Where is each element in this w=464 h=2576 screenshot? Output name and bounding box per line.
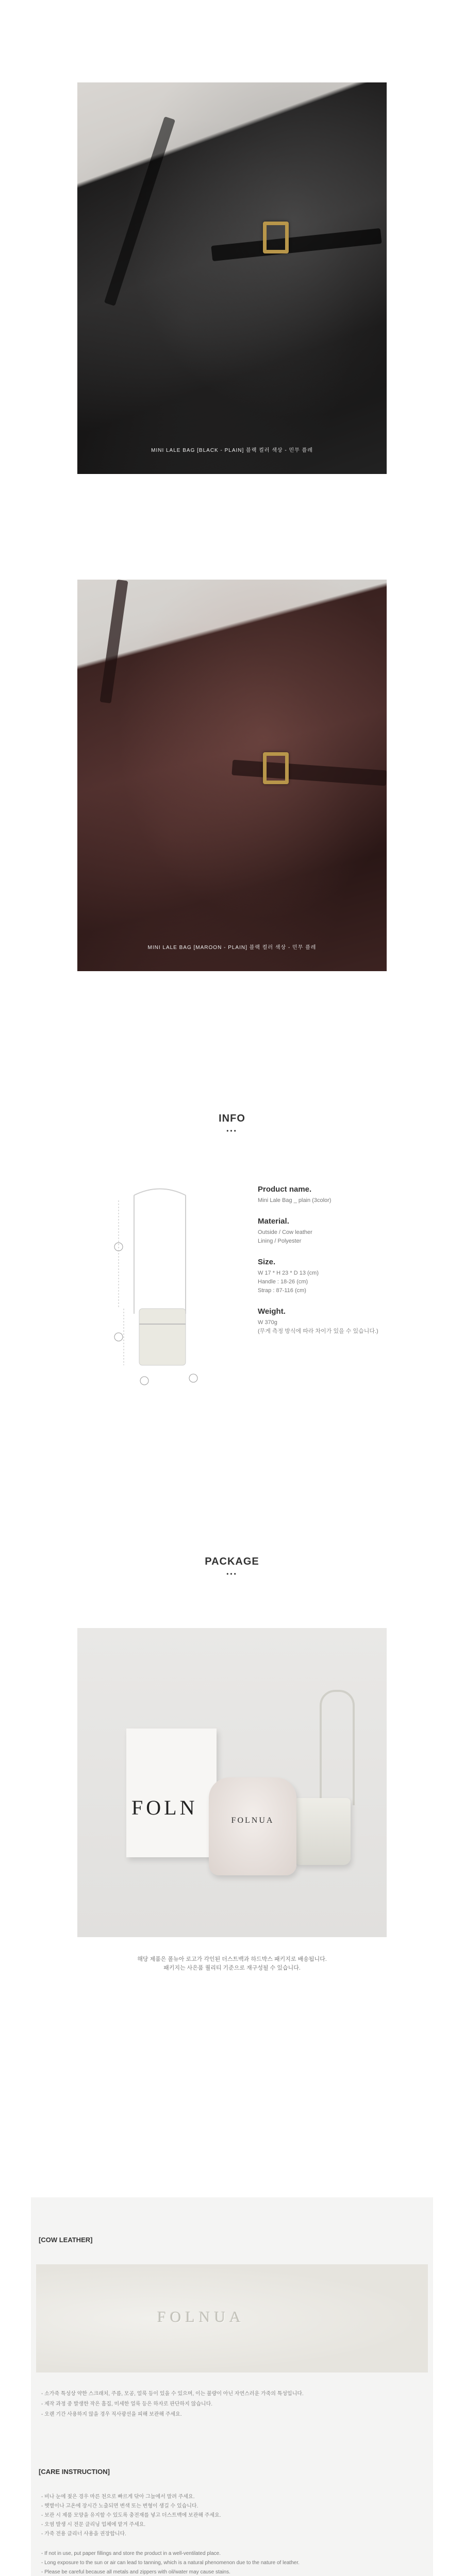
- care-en-line: - Please be careful because all metals and zippers with oil/water may cause stains.: [41, 2569, 230, 2575]
- dust-bag-logo: FOLNUA: [231, 1816, 274, 1825]
- info-weight: [258, 1307, 412, 1335]
- product-photo-maroon: [77, 580, 387, 971]
- package-photo: [77, 1628, 387, 1937]
- package-caption-1: 해당 제품은 폴뉴아 로고가 각인된 더스트백과 하드박스 패키지로 배송됩니다.: [137, 1956, 327, 1962]
- illus-strap-top: [134, 1189, 186, 1196]
- info-size: [258, 1258, 412, 1295]
- illus-marker-b: [114, 1333, 123, 1341]
- dust-bag: [209, 1777, 296, 1875]
- product-name-value: Mini Lale Bag _ plain (3color): [258, 1197, 332, 1204]
- care-kr-line: - 보관 시 제품 모양을 유지할 수 있도록 충전재를 넣고 더스트백에 보관해 주세요.: [41, 2513, 221, 2518]
- material-line: Outside / Cow leather: [258, 1229, 312, 1235]
- care-en-line: - If not in use, put paper fillings and store the product in a well-ventilated place.: [41, 2551, 221, 2556]
- bag-size-illustration: [88, 1185, 222, 1391]
- photo-caption-maroon: MINI LALE BAG [MAROON - PLAIN] 블랙 컬러 색상 - 민무 플레: [147, 945, 317, 951]
- info-spec-list: [258, 1185, 412, 1348]
- box-logo: FOLN: [131, 1796, 198, 1819]
- bag-belt: [211, 228, 382, 261]
- size-line: Handle : 18-26 (cm): [258, 1279, 308, 1285]
- product-photo-black: [77, 82, 387, 474]
- package-box: [126, 1728, 217, 1857]
- info-dots: •••: [226, 1127, 238, 1134]
- weight-note: (무게 측정 방식에 따라 차이가 있을 수 있습니다.): [258, 1328, 378, 1334]
- weight-line: W 370g: [258, 1319, 277, 1326]
- cow-leather-line: - 소가죽 특성상 약한 스크래치, 주름, 모공, 얼룩 등이 있을 수 있으며, 이는 불량이 아닌 자연스러운 가죽의 특성입니다.: [41, 2391, 304, 2397]
- bag-belt: [231, 760, 387, 786]
- info-product-name: [258, 1185, 412, 1205]
- package-title: PACKAGE: [205, 1556, 259, 1567]
- material-line: Lining / Polyester: [258, 1238, 302, 1244]
- illus-marker-c: [140, 1377, 148, 1385]
- buckle: [263, 222, 289, 253]
- bag-strap: [100, 580, 128, 703]
- package-caption-2: 패키지는 사은품 퀄리티 기준으로 재구성될 수 있습니다.: [163, 1965, 301, 1971]
- cow-leather-line: - 제작 과정 중 발생한 작은 흠집, 미세한 얼룩 등은 하자로 판단하지 않습니다.: [41, 2401, 213, 2407]
- care-kr-line: - 햇볕이나 고온에 장시간 노출되면 변색 또는 변형이 생길 수 있습니다.: [41, 2503, 198, 2509]
- package-dots: •••: [226, 1570, 238, 1578]
- care-kr-line: - 오염 발생 시 전문 클리닝 업체에 맡겨 주세요.: [41, 2522, 146, 2528]
- cow-leather-line: - 오랜 기간 사용하지 않을 경우 직사광선을 피해 보관해 주세요.: [41, 2412, 182, 2417]
- info-title: INFO: [219, 1113, 245, 1124]
- size-line: W 17 * H 23 * D 13 (cm): [258, 1270, 319, 1276]
- weight-label: Weight.: [258, 1307, 286, 1316]
- leather-sample-image: [36, 2264, 428, 2372]
- material-label: Material.: [258, 1217, 289, 1226]
- leather-embossed-logo: FOLNUA: [157, 2309, 245, 2326]
- size-label: Size.: [258, 1258, 276, 1266]
- package-bag: [294, 1798, 351, 1865]
- illus-bag-body: [139, 1309, 186, 1365]
- bag-strap: [104, 116, 175, 306]
- size-line: Strap : 87-116 (cm): [258, 1287, 306, 1294]
- cow-leather-title: [COW LEATHER]: [39, 2236, 93, 2244]
- care-instruction-title: [CARE INSTRUCTION]: [39, 2468, 110, 2476]
- product-name-label: Product name.: [258, 1185, 312, 1194]
- illus-marker-d: [189, 1374, 197, 1382]
- package-bag-strap: [320, 1690, 355, 1805]
- care-en-line: - Long exposure to the sun or air can lead to tanning, which is a natural phenomenon due to the nature of leather.: [41, 2560, 300, 2566]
- photo-caption-black: MINI LALE BAG [BLACK - PLAIN] 블랙 컬러 색상 - 민무 플레: [151, 448, 313, 453]
- buckle: [263, 752, 289, 784]
- info-material: [258, 1217, 412, 1245]
- care-kr-line: - 가죽 전용 클리너 사용을 권장합니다.: [41, 2531, 126, 2537]
- care-kr-line: - 비나 눈에 젖은 경우 마른 천으로 빠르게 닦아 그늘에서 말려 주세요.: [41, 2494, 195, 2500]
